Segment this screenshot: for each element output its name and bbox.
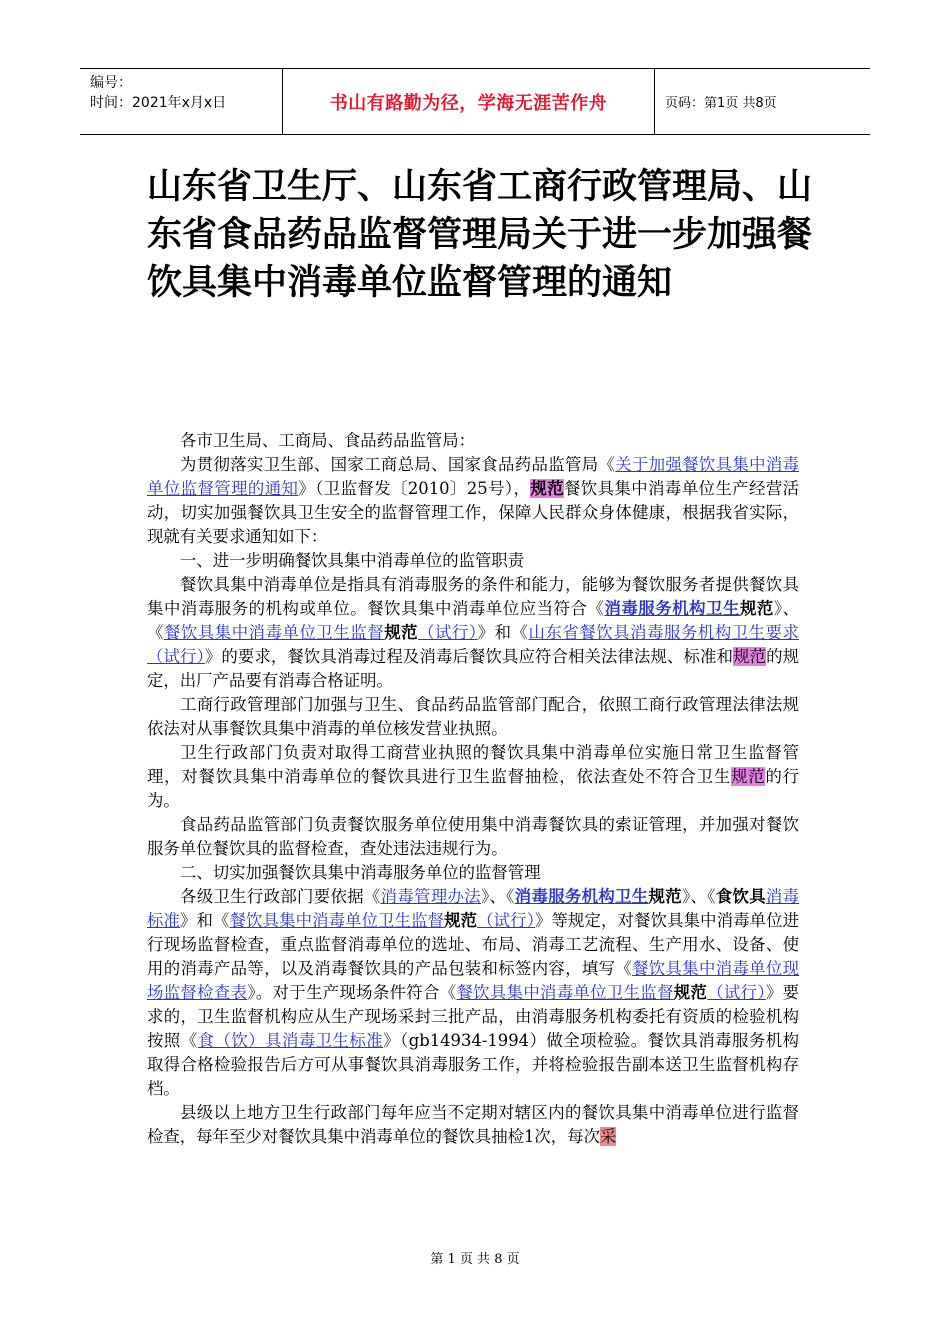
reference-link[interactable]: 餐饮具集中消毒单位现场监督检查表: [147, 959, 800, 1002]
paragraph-1: [147, 453, 799, 549]
reference-link[interactable]: 餐饮具集中消毒单位卫生监督: [456, 983, 674, 1002]
document-time-label: 时间：2021年x月x日: [90, 95, 227, 111]
highlighted-term: 规范: [530, 479, 565, 498]
reference-link[interactable]: 消毒服务机构卫生: [604, 599, 740, 618]
header-page-info: 页码：第1页 共8页: [665, 96, 777, 111]
bold-term: 规范: [739, 599, 774, 618]
page-header: [80, 68, 870, 135]
reference-link[interactable]: 消毒服务机构卫生: [514, 887, 649, 906]
reference-link[interactable]: 山东省餐饮具消毒服务机构卫生要求（试行）: [147, 623, 800, 666]
paragraph-5: 食品药品监管部门负责餐饮服务单位使用集中消毒餐饮具的索证管理，并加强对餐饮服务单位餐饮具的监督检查，查处违法违规行为。: [147, 815, 799, 858]
text-span: 》要求的，卫生监督机构应从生产现场采封三批产品，由消毒服务机构委托有资质的检验机构按照《: [147, 983, 799, 1050]
reference-link[interactable]: 消毒管理办法: [380, 887, 481, 906]
text-span: 各级卫生行政部门要依据《: [180, 887, 381, 906]
bold-term: 规范: [384, 623, 419, 642]
header-meta: [80, 69, 282, 134]
text-span: 县级以上地方卫生行政部门每年应当不定期对辖区内的餐饮具集中消毒单位进行监督检查，每年至少对餐饮具集中消毒单位的餐饮具抽检1次，每次: [147, 1103, 799, 1146]
document-body: [147, 429, 799, 1149]
reference-link[interactable]: （试行）: [418, 623, 478, 642]
text-span: 的行为。: [147, 767, 800, 810]
text-span: 餐饮具集中消毒单位生产经营活动，切实加强餐饮具卫生安全的监督管理工作，保障人民群众身体健康，根据我省实际，现就有关要求通知如下：: [147, 479, 800, 546]
bold-term: 食饮具: [715, 887, 766, 906]
document-number-label: 编号：: [90, 75, 132, 91]
text-span: 餐饮具集中消毒单位是指具有消毒服务的条件和能力，能够为餐饮服务者提供餐饮具集中消毒服务的机构或单位。餐饮具集中消毒单位应当符合《: [147, 575, 799, 618]
text-span: 》、《: [681, 887, 716, 906]
page-footer: 第 1 页 共 8 页: [430, 1252, 520, 1267]
section-heading-2: 二、切实加强餐饮具集中消毒服务单位的监督管理: [180, 863, 541, 882]
bold-term: 规范: [444, 911, 478, 930]
text-span: 》等规定，对餐饮具集中消毒单位进行现场监督检查，重点监督消毒单位的选址、布局、消毒工艺流程、生产用水、设备、使用的消毒产品等，以及消毒餐饮具的产品包装和标签内容，填写《: [147, 911, 800, 978]
text-span: 卫生行政部门负责对取得工商营业执照的餐饮具集中消毒单位实施日常卫生监督管理，对餐饮具集中消毒单位的餐饮具进行卫生监督抽检，依法查处不符合卫生: [147, 743, 799, 786]
text-span: 》和《: [477, 623, 529, 642]
reference-link[interactable]: 餐饮具集中消毒单位卫生监督: [229, 911, 445, 930]
text-span: 》（卫监督发〔2010〕25号），: [298, 479, 531, 498]
header-motto: 书山有路勤为径，学海无涯苦作舟: [282, 69, 655, 134]
paragraph-3: 工商行政管理部门加强与卫生、食品药品监管部门配合，依照工商行政管理法律法规依法对从事餐饮具集中消毒的单位核发营业执照。: [147, 695, 799, 738]
paragraph-2: [147, 573, 799, 693]
highlighted-term: 采: [599, 1127, 617, 1146]
reference-link[interactable]: 消毒标准: [147, 887, 800, 930]
section-heading-1: 一、进一步明确餐饮具集中消毒单位的监管职责: [180, 551, 525, 570]
paragraph-6: [147, 885, 799, 1101]
text-span: 》。对于生产现场条件符合《: [247, 983, 457, 1002]
text-span: 为贯彻落实卫生部、国家工商总局、国家食品药品监管局《: [180, 455, 616, 474]
bold-term: 规范: [648, 887, 682, 906]
document-title: 山东省卫生厅、山东省工商行政管理局、山东省食品药品监督管理局关于进一步加强餐饮具集中消毒单位监督管理的通知: [147, 167, 813, 303]
reference-link[interactable]: （试行）: [477, 911, 536, 930]
text-span: 》（gb14934-1994）做全项检验。餐饮具消毒服务机构取得合格检验报告后方可从事餐饮具消毒服务工作，并将检验报告副本送卫生监督机构存档。: [147, 1031, 799, 1098]
paragraph-4: [147, 741, 799, 813]
reference-link[interactable]: 食（饮）具消毒卫生标准: [197, 1031, 384, 1050]
text-span: 》、《: [480, 887, 515, 906]
highlighted-term: 规范: [731, 767, 766, 786]
reference-link[interactable]: 关于加强餐饮具集中消毒单位监督管理的通知: [147, 455, 800, 498]
bold-term: 规范: [673, 983, 708, 1002]
highlighted-term: 规范: [733, 647, 767, 666]
reference-link[interactable]: 餐饮具集中消毒单位卫生监督: [163, 623, 385, 642]
paragraph-7: [147, 1101, 799, 1149]
text-span: 》和《: [180, 911, 230, 930]
text-span: 》的要求，餐饮具消毒过程及消毒后餐饮具应符合相关法律法规、标准和: [204, 647, 734, 666]
reference-link[interactable]: （试行）: [707, 983, 766, 1002]
text-span: 的规定，出厂产品要有消毒合格证明。: [147, 647, 800, 690]
text-span: 》、《: [147, 599, 800, 642]
salutation: 各市卫生局、工商局、食品药品监管局：: [180, 431, 476, 450]
